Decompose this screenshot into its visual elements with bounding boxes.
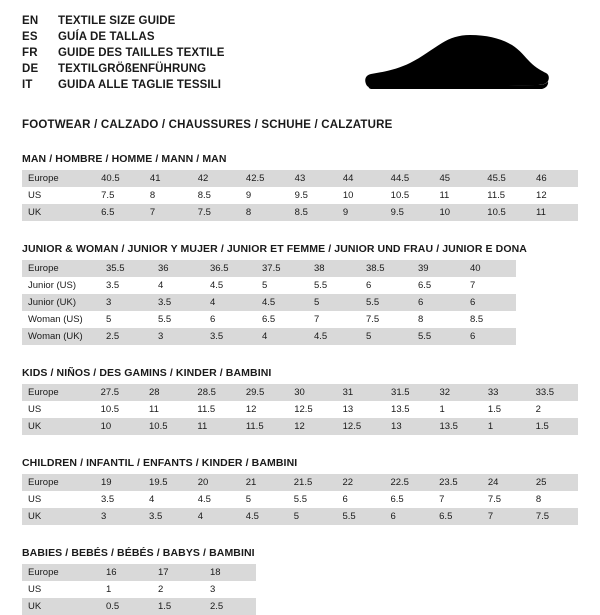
row-label: Europe [22, 474, 95, 491]
row-label: Europe [22, 564, 100, 581]
cell: 5 [100, 311, 152, 328]
cell: 3 [95, 508, 143, 525]
language-row [22, 30, 225, 45]
cell: 5 [360, 328, 412, 345]
cell: 1.5 [482, 401, 530, 418]
cell: 28.5 [191, 384, 239, 401]
cell: 6.5 [433, 508, 482, 525]
language-title: GUIDE DES TAILLES TEXTILE [58, 47, 225, 59]
cell: 42.5 [240, 170, 289, 187]
cell: 23.5 [433, 474, 482, 491]
cell: 11.5 [240, 418, 288, 435]
cell: 38 [308, 260, 360, 277]
cell: 9.5 [385, 204, 434, 221]
language-code: DE [22, 63, 39, 75]
cell: 3 [204, 581, 256, 598]
cell: 5.5 [288, 491, 337, 508]
size-group-kids [22, 367, 578, 435]
cell: 8 [530, 491, 578, 508]
cell: 7.5 [482, 491, 530, 508]
cell: 31 [337, 384, 385, 401]
cell: 6 [204, 311, 256, 328]
row-label: US [22, 187, 95, 204]
size-group-man [22, 153, 578, 221]
cell: 5.5 [336, 508, 384, 525]
cell: 8.5 [464, 311, 516, 328]
cell: 8 [412, 311, 464, 328]
language-row [22, 62, 225, 77]
cell: 8 [240, 204, 289, 221]
cell: 10.5 [385, 187, 434, 204]
cell: 4 [152, 277, 204, 294]
row-label: UK [22, 508, 95, 525]
cell: 12.5 [288, 401, 336, 418]
cell: 29.5 [240, 384, 288, 401]
table-row [22, 401, 578, 418]
cell: 6 [384, 508, 433, 525]
cell: 11 [143, 401, 191, 418]
cell: 7 [482, 508, 530, 525]
group-title: JUNIOR & WOMAN / JUNIOR Y MUJER / JUNIOR ET FEMME / JUNIOR UND FRAU / JUNIOR E DONA [22, 243, 527, 255]
cell: 44 [337, 170, 385, 187]
table-row [22, 418, 578, 435]
cell: 31.5 [385, 384, 433, 401]
cell: 1.5 [530, 418, 578, 435]
cell: 6 [360, 277, 412, 294]
cell: 1 [100, 581, 152, 598]
dress-shoe-icon [360, 32, 550, 99]
table-row [22, 277, 516, 294]
row-label: Europe [22, 170, 95, 187]
cell: 5.5 [152, 311, 204, 328]
cell: 8.5 [289, 204, 337, 221]
cell: 8 [144, 187, 192, 204]
table-row [22, 260, 516, 277]
language-title: TEXTILGRÖßENFÜHRUNG [58, 63, 207, 75]
cell: 4 [256, 328, 308, 345]
cell: 5.5 [412, 328, 464, 345]
cell: 3 [100, 294, 152, 311]
table-row [22, 508, 578, 525]
cell: 12 [240, 401, 288, 418]
cell: 3.5 [95, 491, 143, 508]
cell: 11 [433, 187, 481, 204]
table-row [22, 384, 578, 401]
cell: 12 [530, 187, 578, 204]
cell: 4.5 [256, 294, 308, 311]
size-group-junior-woman [22, 243, 578, 345]
cell: 16 [100, 564, 152, 581]
cell: 7.5 [360, 311, 412, 328]
cell: 27.5 [95, 384, 143, 401]
cell: 6 [464, 328, 516, 345]
table-row [22, 581, 256, 598]
language-code: IT [22, 79, 33, 91]
cell: 12 [288, 418, 336, 435]
cell: 7 [464, 277, 516, 294]
cell: 6.5 [384, 491, 433, 508]
size-table-man [22, 170, 578, 221]
row-label: US [22, 491, 95, 508]
cell: 10 [433, 204, 481, 221]
cell: 10 [95, 418, 143, 435]
group-title: CHILDREN / INFANTIL / ENFANTS / KINDER / BAMBINI [22, 457, 298, 469]
cell: 40 [464, 260, 516, 277]
cell: 6 [412, 294, 464, 311]
cell: 1 [433, 401, 481, 418]
cell: 2.5 [204, 598, 256, 615]
row-label: UK [22, 598, 100, 615]
cell: 11 [530, 204, 578, 221]
language-code: FR [22, 47, 38, 59]
cell: 38.5 [360, 260, 412, 277]
row-label: Europe [22, 384, 95, 401]
cell: 22 [336, 474, 384, 491]
cell: 13.5 [385, 401, 433, 418]
cell: 45 [433, 170, 481, 187]
cell: 9.5 [289, 187, 337, 204]
cell: 24 [482, 474, 530, 491]
cell: 2 [152, 581, 204, 598]
cell: 6 [464, 294, 516, 311]
table-row [22, 204, 578, 221]
cell: 13 [385, 418, 433, 435]
cell: 5.5 [308, 277, 360, 294]
cell: 3.5 [204, 328, 256, 345]
table-row [22, 294, 516, 311]
cell: 42 [192, 170, 240, 187]
cell: 3 [152, 328, 204, 345]
row-label: Junior (US) [22, 277, 100, 294]
cell: 4.5 [192, 491, 240, 508]
cell: 2 [530, 401, 578, 418]
cell: 44.5 [385, 170, 434, 187]
table-row [22, 328, 516, 345]
cell: 11.5 [481, 187, 530, 204]
cell: 36 [152, 260, 204, 277]
cell: 6.5 [256, 311, 308, 328]
row-label: Woman (US) [22, 311, 100, 328]
cell: 11 [191, 418, 239, 435]
cell: 4.5 [308, 328, 360, 345]
row-label: US [22, 581, 100, 598]
cell: 36.5 [204, 260, 256, 277]
cell: 8.5 [192, 187, 240, 204]
language-code: ES [22, 31, 38, 43]
cell: 12.5 [337, 418, 385, 435]
cell: 17 [152, 564, 204, 581]
cell: 0.5 [100, 598, 152, 615]
cell: 18 [204, 564, 256, 581]
cell: 30 [288, 384, 336, 401]
cell: 19 [95, 474, 143, 491]
cell: 4 [143, 491, 192, 508]
cell: 5.5 [360, 294, 412, 311]
cell: 45.5 [481, 170, 530, 187]
cell: 7 [433, 491, 482, 508]
language-title: GUIDA ALLE TAGLIE TESSILI [58, 79, 222, 91]
cell: 4.5 [204, 277, 256, 294]
cell: 6.5 [412, 277, 464, 294]
cell: 41 [144, 170, 192, 187]
row-label: UK [22, 204, 95, 221]
language-title: TEXTILE SIZE GUIDE [58, 15, 176, 27]
language-row [22, 46, 225, 61]
cell: 28 [143, 384, 191, 401]
size-table-children [22, 474, 578, 525]
language-row [22, 78, 225, 93]
cell: 3.5 [100, 277, 152, 294]
cell: 3.5 [152, 294, 204, 311]
group-title: KIDS / NIÑOS / DES GAMINS / KINDER / BAMBINI [22, 367, 272, 379]
table-row [22, 598, 256, 615]
size-table-junior-woman [22, 260, 516, 345]
cell: 7.5 [530, 508, 578, 525]
language-list [22, 14, 225, 93]
cell: 6 [336, 491, 384, 508]
cell: 13 [337, 401, 385, 418]
row-label: Junior (UK) [22, 294, 100, 311]
size-group-babies [22, 547, 578, 615]
table-row [22, 187, 578, 204]
cell: 4 [192, 508, 240, 525]
cell: 7 [308, 311, 360, 328]
table-row [22, 170, 578, 187]
cell: 9 [240, 187, 289, 204]
cell: 5 [240, 491, 288, 508]
cell: 10.5 [143, 418, 191, 435]
cell: 10.5 [95, 401, 143, 418]
category-title: FOOTWEAR / CALZADO / CHAUSSURES / SCHUHE / CALZATURE [22, 119, 393, 131]
cell: 19.5 [143, 474, 192, 491]
cell: 7 [144, 204, 192, 221]
row-label: US [22, 401, 95, 418]
cell: 1.5 [152, 598, 204, 615]
cell: 13.5 [433, 418, 481, 435]
group-title: BABIES / BEBÉS / BÉBÉS / BABYS / BAMBINI [22, 547, 255, 559]
cell: 6.5 [95, 204, 144, 221]
cell: 39 [412, 260, 464, 277]
cell: 7.5 [95, 187, 144, 204]
cell: 22.5 [384, 474, 433, 491]
language-row [22, 14, 225, 29]
cell: 5 [288, 508, 337, 525]
cell: 10.5 [481, 204, 530, 221]
table-row [22, 311, 516, 328]
cell: 10 [337, 187, 385, 204]
cell: 4 [204, 294, 256, 311]
cell: 5 [256, 277, 308, 294]
size-group-children [22, 457, 578, 525]
cell: 25 [530, 474, 578, 491]
page-header [22, 14, 578, 99]
cell: 2.5 [100, 328, 152, 345]
table-row [22, 474, 578, 491]
cell: 33.5 [530, 384, 578, 401]
cell: 5 [308, 294, 360, 311]
row-label: Europe [22, 260, 100, 277]
size-table-kids [22, 384, 578, 435]
size-table-babies [22, 564, 256, 615]
cell: 20 [192, 474, 240, 491]
group-title: MAN / HOMBRE / HOMME / MANN / MAN [22, 153, 227, 165]
cell: 35.5 [100, 260, 152, 277]
row-label: UK [22, 418, 95, 435]
cell: 32 [433, 384, 481, 401]
language-code: EN [22, 15, 39, 27]
cell: 9 [337, 204, 385, 221]
cell: 33 [482, 384, 530, 401]
row-label: Woman (UK) [22, 328, 100, 345]
table-row [22, 564, 256, 581]
cell: 21.5 [288, 474, 337, 491]
cell: 40.5 [95, 170, 144, 187]
cell: 3.5 [143, 508, 192, 525]
cell: 46 [530, 170, 578, 187]
cell: 37.5 [256, 260, 308, 277]
cell: 21 [240, 474, 288, 491]
cell: 43 [289, 170, 337, 187]
table-row [22, 491, 578, 508]
cell: 4.5 [240, 508, 288, 525]
language-title: GUÍA DE TALLAS [58, 31, 155, 43]
cell: 1 [482, 418, 530, 435]
cell: 11.5 [191, 401, 239, 418]
cell: 7.5 [192, 204, 240, 221]
